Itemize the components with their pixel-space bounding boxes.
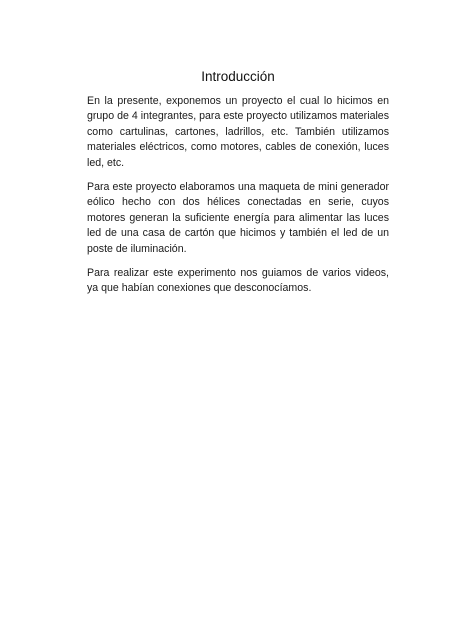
paragraph-project: Para este proyecto elaboramos una maqueta de mini generador eólico hecho con dos hélices conectadas en serie, cuyos motores generan la suficiente energía para alimentar las luces led de una casa de cartón que hicimos y también el led de un poste de iluminación. (87, 181, 389, 255)
paragraph-experiment: Para realizar este experimento nos guiamos de varios videos, ya que habían conexiones que desconocíamos. (87, 267, 389, 295)
document-body (87, 68, 389, 306)
document-title: Introducción (201, 69, 275, 84)
paragraph-intro: En la presente, exponemos un proyecto el cual lo hicimos en grupo de 4 integrantes, para este proyecto utilizamos materiales como cartulinas, cartones, ladrillos, etc. También utilizamos materiales eléctricos, como motores, cables de conexión, luces led, etc. (87, 95, 389, 169)
